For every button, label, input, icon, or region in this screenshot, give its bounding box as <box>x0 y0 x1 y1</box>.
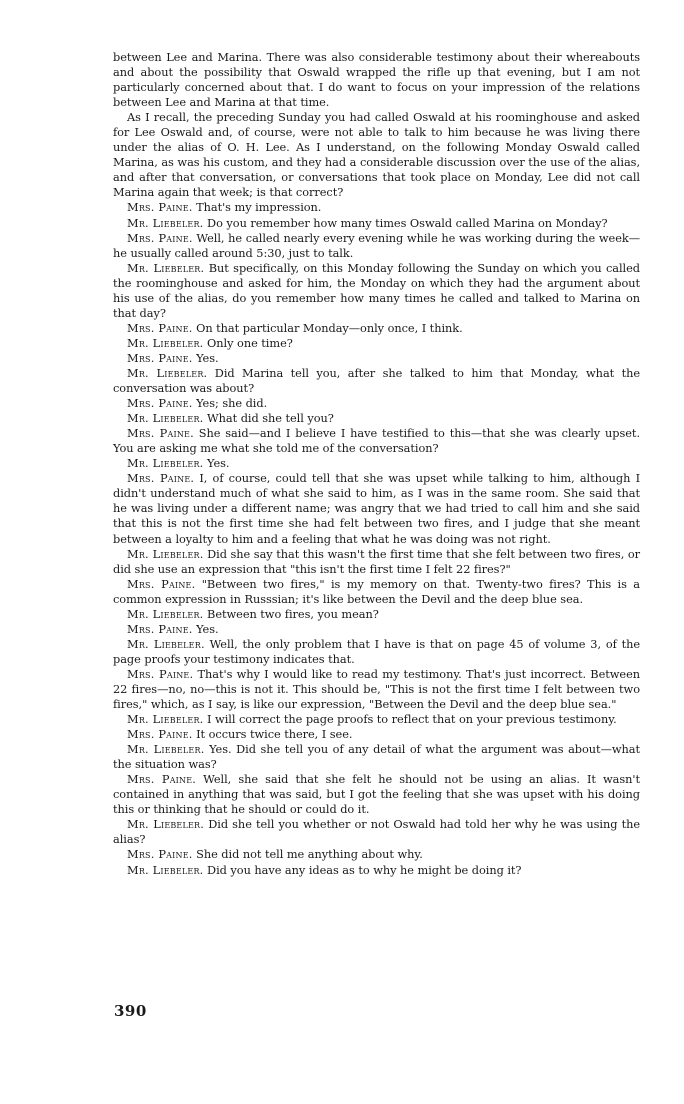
testimony-paragraph <box>113 396 640 411</box>
speaker-label: Mr. Liebeler. <box>127 546 204 561</box>
speaker-label: Mr. Liebeler. <box>127 862 204 877</box>
paragraph-text: Between two fires, you mean? <box>207 606 379 621</box>
testimony-paragraph <box>113 712 640 727</box>
testimony-paragraph <box>113 456 640 471</box>
testimony-paragraph <box>113 577 640 607</box>
testimony-paragraph <box>113 231 640 261</box>
speaker-label: Mr. Liebeler. <box>127 411 204 426</box>
testimony-paragraph <box>113 411 640 426</box>
paragraph-text: She did not tell me anything about why. <box>196 847 423 862</box>
testimony-paragraph <box>113 110 640 200</box>
speaker-label: Mr. Liebeler. <box>127 606 204 621</box>
paragraph-text: As I recall, the preceding Sunday you had called Oswald at his roominghouse and asked for Lee Oswald and, of course, were not able to talk to him because he was living there under the alias of O. H. Lee. As I understand, on the following Monday Oswald called Marina, as was his custom, and they had a considerable discussion over the use of the alias, and after that conversation, or conversations that took place on Monday, Lee did not call Marina again that week; is that correct? <box>113 110 640 200</box>
paragraph-text: I will correct the page proofs to reflect that on your previous testimony. <box>207 712 617 727</box>
speaker-label: Mrs. Paine. <box>127 350 193 365</box>
paragraph-text: She said—and I believe I have testified to this—that she was clearly upset. You are asking me what she told me of the conversation? <box>113 426 640 456</box>
speaker-label: Mrs. Paine. <box>127 200 193 215</box>
paragraph-text: Yes. Did she tell you of any detail of what the argument was about—what the situation was? <box>113 742 640 772</box>
speaker-label: Mrs. Paine. <box>127 666 194 681</box>
testimony-paragraph <box>113 817 640 847</box>
testimony-paragraph <box>113 366 640 396</box>
paragraph-text: Yes. <box>196 621 219 636</box>
speaker-label: Mrs. Paine. <box>127 727 193 742</box>
speaker-label: Mr. Liebeler. <box>127 817 205 832</box>
testimony-paragraph <box>113 471 640 546</box>
paragraph-text: On that particular Monday—only once, I think. <box>196 320 463 335</box>
paragraph-text: That's why I would like to read my testimony. That's just incorrect. Between 22 fires—no, no—this is not it. This should be, "This is not the first time I felt between two fires," which, as I say, is like our expression, "Between the Devil and the deep blue sea." <box>113 666 640 712</box>
paragraph-text: Yes; she did. <box>196 396 268 411</box>
paragraph-text: I, of course, could tell that she was upset while talking to him, although I didn't understand much of what she said to him, as I was in the same room. She said that he was living under a different name; was angry that we had tried to call him and she said that this is not the first time she had felt between two fires, and I judge that she meant between a loyalty to him and a feeling that what he was doing was not right. <box>113 471 641 546</box>
testimony-paragraph <box>113 200 640 215</box>
testimony-paragraph <box>113 547 640 577</box>
testimony-paragraph <box>113 847 640 862</box>
speaker-label: Mrs. Paine. <box>127 471 195 486</box>
paragraph-text: Well, she said that she felt he should not be using an alias. It wasn't contained in anything that was said, but I got the feeling that she was upset with his doing this or thinking that he should or could do it. <box>113 772 640 817</box>
testimony-paragraph <box>113 863 640 878</box>
paragraph-text: That's my impression. <box>196 200 322 215</box>
speaker-label: Mr. Liebeler. <box>127 636 205 651</box>
paragraph-text: What did she tell you? <box>207 411 334 426</box>
testimony-paragraph <box>113 742 640 772</box>
opening-paragraph: between Lee and Marina. There was also considerable testimony about their whereabouts and about the possibility that Oswald wrapped the rifle up that evening, but I am not particularly concerned about that. I do want to focus on your impression of the relations between Lee and Marina at that time. <box>113 50 640 110</box>
paragraph-text: But specifically, on this Monday following the Sunday on which you called the roominghouse and asked for him, the Monday on which they had the argument about his use of the alias, do you remember how many times he called and talked to Marina on that day? <box>113 260 641 320</box>
paragraph-text: Did she say that this wasn't the first time that she felt between two fires, or did she use an expression that "this isn't the first time I felt 22 fires?" <box>113 546 641 576</box>
paragraph-text: "Between two fires," is my memory on that. Twenty-two fires? This is a common expression in Russsian; it's like between the Devil and the deep blue sea. <box>113 576 640 606</box>
speaker-label: Mr. Liebeler. <box>127 335 204 350</box>
testimony-paragraph <box>113 727 640 742</box>
speaker-label: Mrs. Paine. <box>127 426 194 441</box>
testimony-paragraph <box>113 261 640 321</box>
paragraph-text: Only one time? <box>207 335 293 350</box>
paragraph-text: Did Marina tell you, after she talked to him that Monday, what the conversation was about? <box>113 365 641 396</box>
speaker-label: Mr. Liebeler. <box>127 260 205 275</box>
testimony-paragraph <box>113 622 640 637</box>
testimony-list <box>113 110 640 877</box>
speaker-label: Mr. Liebeler. <box>127 215 204 230</box>
speaker-label: Mrs. Paine. <box>127 772 197 787</box>
testimony-paragraph <box>113 321 640 336</box>
paragraph-text: It occurs twice there, I see. <box>196 727 353 742</box>
speaker-label: Mrs. Paine. <box>127 576 196 591</box>
paragraph-text: Do you remember how many times Oswald called Marina on Monday? <box>207 215 608 230</box>
speaker-label: Mrs. Paine. <box>127 320 193 335</box>
page-number: 390 <box>114 1002 147 1020</box>
paragraph-text: Yes. <box>196 350 219 365</box>
speaker-label: Mrs. Paine. <box>127 621 193 636</box>
document-body <box>113 50 640 878</box>
speaker-label: Mr. Liebeler. <box>127 456 204 471</box>
speaker-label: Mr. Liebeler. <box>127 742 205 757</box>
testimony-paragraph <box>113 637 640 667</box>
paragraph-text: Well, he called nearly every evening while he was working during the week—he usually called around 5:30, just to talk. <box>113 230 641 260</box>
testimony-paragraph <box>113 667 640 712</box>
testimony-paragraph <box>113 607 640 622</box>
speaker-label: Mr. Liebeler. <box>127 712 204 727</box>
testimony-paragraph <box>113 216 640 231</box>
testimony-paragraph <box>113 426 640 456</box>
speaker-label: Mr. Liebeler. <box>127 365 208 380</box>
speaker-label: Mrs. Paine. <box>127 230 193 245</box>
paragraph-text: Well, the only problem that I have is that on page 45 of volume 3, of the page proofs your testimony indicates that. <box>113 636 641 666</box>
paragraph-text: Did she tell you whether or not Oswald had told her why he was using the alias? <box>113 817 641 847</box>
paragraph-text: Yes. <box>207 456 230 471</box>
testimony-paragraph <box>113 772 640 817</box>
testimony-paragraph <box>113 336 640 351</box>
paragraph-text: Did you have any ideas as to why he might be doing it? <box>207 862 522 877</box>
speaker-label: Mrs. Paine. <box>127 847 193 862</box>
speaker-label: Mrs. Paine. <box>127 396 193 411</box>
testimony-paragraph <box>113 351 640 366</box>
